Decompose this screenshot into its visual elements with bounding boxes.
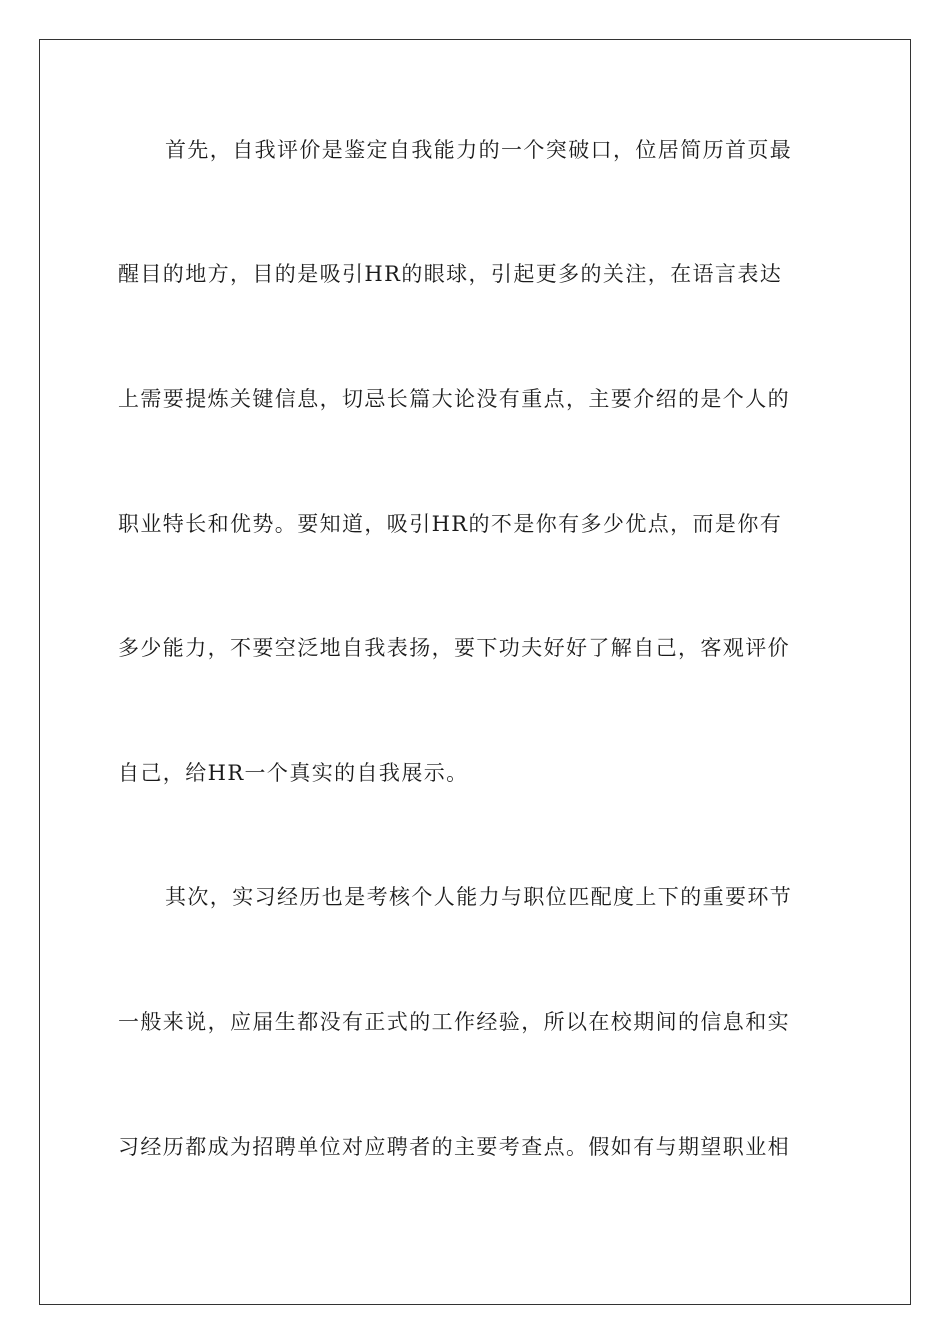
text-line: 职业特长和优势。要知道，吸引HR的不是你有多少优点，而是你有 — [118, 512, 783, 536]
text-line: 其次，实习经历也是考核个人能力与职位匹配度上下的重要环节 — [165, 885, 793, 909]
text-line: 习经历都成为招聘单位对应聘者的主要考查点。假如有与期望职业相 — [118, 1135, 790, 1159]
page-border — [39, 39, 911, 1305]
text-line: 自己，给HR一个真实的自我展示。 — [118, 761, 469, 785]
text-line: 一般来说，应届生都没有正式的工作经验，所以在校期间的信息和实 — [118, 1010, 790, 1034]
text-line: 多少能力，不要空泛地自我表扬，要下功夫好好了解自己，客观评价 — [118, 636, 790, 660]
text-line: 首先，自我评价是鉴定自我能力的一个突破口，位居简历首页最 — [165, 138, 793, 162]
text-line: 上需要提炼关键信息，切忌长篇大论没有重点，主要介绍的是个人的 — [118, 387, 790, 411]
text-line: 醒目的地方，目的是吸引HR的眼球，引起更多的关注，在语言表达 — [118, 262, 783, 286]
